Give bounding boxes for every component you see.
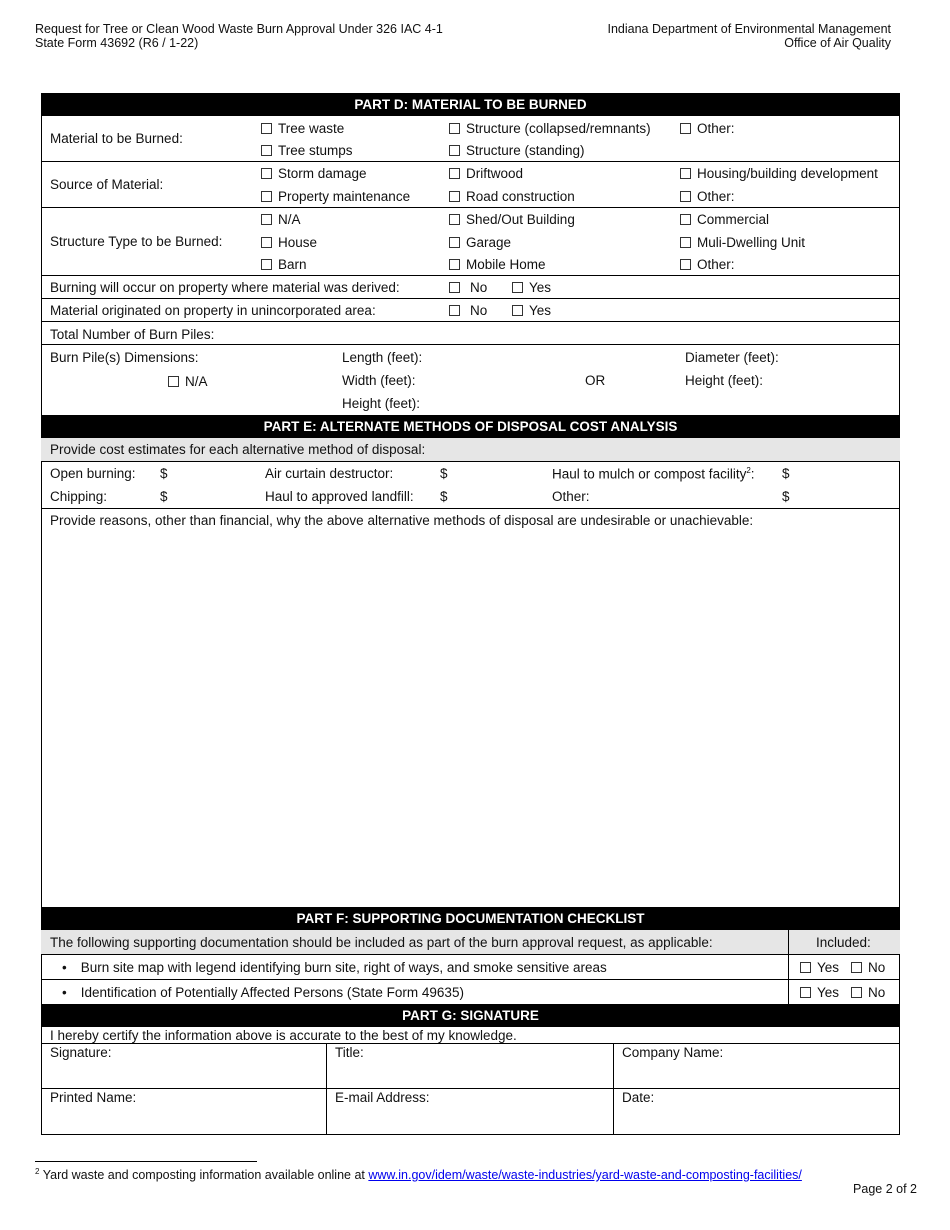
- divider: [41, 954, 900, 955]
- part-f-header: PART F: SUPPORTING DOCUMENTATION CHECKLIST: [41, 907, 900, 930]
- checkbox-icon[interactable]: [449, 237, 460, 248]
- structure-label: Structure Type to be Burned:: [50, 234, 223, 249]
- height-round-label[interactable]: Height (feet):: [685, 373, 764, 388]
- title-field[interactable]: Title:: [335, 1045, 364, 1060]
- checkbox-icon[interactable]: [261, 214, 272, 225]
- divider: [41, 275, 900, 276]
- part-e-header: PART E: ALTERNATE METHODS OF DISPOSAL COST ANALYSIS: [41, 415, 900, 438]
- length-label[interactable]: Length (feet):: [342, 350, 423, 365]
- checkbox-property-maintenance[interactable]: Property maintenance: [261, 189, 410, 204]
- checkbox-affected-persons-no[interactable]: No: [851, 985, 885, 1000]
- checkbox-icon[interactable]: [680, 168, 691, 179]
- signature-field[interactable]: Signature:: [50, 1045, 112, 1060]
- checkbox-icon[interactable]: [512, 282, 523, 293]
- height-label[interactable]: Height (feet):: [342, 396, 421, 411]
- checkbox-icon[interactable]: [680, 259, 691, 270]
- agency-name: Indiana Department of Environmental Management: [607, 22, 891, 36]
- divider: [41, 207, 900, 208]
- checkbox-shed[interactable]: Shed/Out Building: [449, 212, 575, 227]
- checkbox-site-map-no[interactable]: No: [851, 960, 885, 975]
- checkbox-dimensions-na[interactable]: N/A: [168, 374, 208, 389]
- email-field[interactable]: E-mail Address:: [335, 1090, 430, 1105]
- form-title: Request for Tree or Clean Wood Waste Burn Approval Under 326 IAC 4-1: [35, 22, 443, 36]
- checkbox-icon[interactable]: [261, 168, 272, 179]
- divider: [326, 1043, 327, 1135]
- reasons-textarea[interactable]: [42, 532, 899, 906]
- divider: [41, 161, 900, 162]
- haul-landfill-dollar[interactable]: $: [440, 489, 448, 504]
- checkbox-icon[interactable]: [680, 191, 691, 202]
- checklist-item: • Identification of Potentially Affected Persons (State Form 49635): [62, 985, 464, 1000]
- checkbox-multi-dwelling[interactable]: Muli-Dwelling Unit: [680, 235, 805, 250]
- divider: [41, 321, 900, 322]
- page-number: Page 2 of 2: [853, 1182, 917, 1196]
- divider: [41, 508, 900, 509]
- checkbox-structure-other[interactable]: Other:: [680, 257, 735, 272]
- material-label: Material to be Burned:: [50, 131, 183, 146]
- divider: [613, 1043, 614, 1135]
- yard-waste-link[interactable]: www.in.gov/idem/waste/waste-industries/yard-waste-and-composting-facilities/: [368, 1168, 802, 1183]
- form-number: State Form 43692 (R6 / 1-22): [35, 36, 199, 50]
- checkbox-icon[interactable]: [449, 168, 460, 179]
- open-burning-dollar[interactable]: $: [160, 466, 168, 481]
- haul-mulch-dollar[interactable]: $: [782, 466, 790, 481]
- checkbox-icon[interactable]: [449, 259, 460, 270]
- checkbox-icon[interactable]: [851, 962, 862, 973]
- checkbox-source-other[interactable]: Other:: [680, 189, 735, 204]
- checkbox-icon[interactable]: [800, 962, 811, 973]
- checkbox-icon[interactable]: [261, 191, 272, 202]
- checkbox-unincorporated-yes[interactable]: Yes: [512, 303, 551, 318]
- checkbox-material-other[interactable]: Other:: [680, 121, 735, 136]
- chipping-label: Chipping:: [50, 489, 108, 504]
- checkbox-garage[interactable]: Garage: [449, 235, 511, 250]
- checkbox-icon[interactable]: [680, 237, 691, 248]
- checkbox-icon[interactable]: [512, 305, 523, 316]
- chipping-dollar[interactable]: $: [160, 489, 168, 504]
- width-label[interactable]: Width (feet):: [342, 373, 416, 388]
- printed-name-field[interactable]: Printed Name:: [50, 1090, 137, 1105]
- checkbox-icon[interactable]: [449, 191, 460, 202]
- reasons-prompt: Provide reasons, other than financial, why the above alternative methods of disposal are undesirable or unachievable:: [50, 513, 754, 528]
- checkbox-road-construction[interactable]: Road construction: [449, 189, 575, 204]
- divider: [41, 979, 900, 980]
- checklist-item: • Burn site map with legend identifying burn site, right of ways, and smoke sensitive areas: [62, 960, 607, 975]
- source-label: Source of Material:: [50, 177, 164, 192]
- checkbox-commercial[interactable]: Commercial: [680, 212, 769, 227]
- checkbox-burning-no[interactable]: No: [449, 280, 487, 295]
- checkbox-tree-waste[interactable]: Tree waste: [261, 121, 344, 136]
- total-piles-label[interactable]: Total Number of Burn Piles:: [50, 327, 215, 342]
- certify-statement: I hereby certify the information above is accurate to the best of my knowledge.: [50, 1028, 517, 1043]
- checkbox-structure-na[interactable]: N/A: [261, 212, 301, 227]
- checkbox-unincorporated-no[interactable]: No: [449, 303, 487, 318]
- checkbox-icon[interactable]: [168, 376, 179, 387]
- footnote: $^2$ Yard waste and composting information available online at www.in.gov/idem/waste/waste-industries/yard-waste-and-composting-facilities/: [35, 1167, 802, 1183]
- diameter-label[interactable]: Diameter (feet):: [685, 350, 779, 365]
- footnote-rule: [35, 1161, 257, 1162]
- checkbox-storm-damage[interactable]: Storm damage: [261, 166, 367, 181]
- part-g-header: PART G: SIGNATURE: [41, 1004, 900, 1027]
- air-curtain-label: Air curtain destructor:: [265, 466, 394, 481]
- divider: [41, 1043, 900, 1044]
- divider: [41, 344, 900, 345]
- office-name: Office of Air Quality: [784, 36, 891, 50]
- checkbox-icon[interactable]: [449, 305, 460, 316]
- divider: [41, 298, 900, 299]
- checkbox-structure-collapsed[interactable]: Structure (collapsed/remnants): [449, 121, 651, 136]
- burning-property-label: Burning will occur on property where material was derived:: [50, 280, 400, 295]
- checkbox-mobile-home[interactable]: Mobile Home: [449, 257, 546, 272]
- cost-prompt: Provide cost estimates for each alternative method of disposal:: [50, 442, 426, 457]
- checkbox-barn[interactable]: Barn: [261, 257, 307, 272]
- checkbox-burning-yes[interactable]: Yes: [512, 280, 551, 295]
- checkbox-house[interactable]: House: [261, 235, 317, 250]
- checkbox-icon[interactable]: [449, 282, 460, 293]
- haul-landfill-label: Haul to approved landfill:: [265, 489, 414, 504]
- part-d-header: PART D: MATERIAL TO BE BURNED: [41, 93, 900, 116]
- checkbox-icon[interactable]: [680, 123, 691, 134]
- divider: [788, 930, 789, 1004]
- checkbox-icon[interactable]: [261, 259, 272, 270]
- checkbox-icon[interactable]: [800, 987, 811, 998]
- dimensions-label: Burn Pile(s) Dimensions:: [50, 350, 199, 365]
- checkbox-icon[interactable]: [680, 214, 691, 225]
- haul-mulch-label: Haul to mulch or compost facility$^2$:: [552, 466, 755, 482]
- included-header: Included:: [816, 935, 871, 950]
- divider: [41, 461, 900, 462]
- checkbox-icon[interactable]: [261, 123, 272, 134]
- checkbox-driftwood[interactable]: Driftwood: [449, 166, 523, 181]
- checkbox-affected-persons-yes[interactable]: Yes: [800, 985, 839, 1000]
- open-burning-label: Open burning:: [50, 466, 136, 481]
- date-field[interactable]: Date:: [622, 1090, 655, 1105]
- air-curtain-dollar[interactable]: $: [440, 466, 448, 481]
- checklist-intro: The following supporting documentation should be included as part of the burn approval request, as applicable:: [50, 935, 713, 950]
- checkbox-icon[interactable]: [261, 237, 272, 248]
- checkbox-structure-standing[interactable]: Structure (standing): [449, 143, 585, 158]
- divider: [41, 1088, 900, 1089]
- other-method-label: Other:: [552, 489, 590, 504]
- checkbox-housing-development[interactable]: Housing/building development: [680, 166, 878, 181]
- or-label: OR: [585, 373, 606, 388]
- checkbox-icon[interactable]: [261, 145, 272, 156]
- company-name-field[interactable]: Company Name:: [622, 1045, 724, 1060]
- checkbox-icon[interactable]: [851, 987, 862, 998]
- checkbox-icon[interactable]: [449, 145, 460, 156]
- checkbox-icon[interactable]: [449, 214, 460, 225]
- other-method-dollar[interactable]: $: [782, 489, 790, 504]
- checkbox-icon[interactable]: [449, 123, 460, 134]
- checkbox-tree-stumps[interactable]: Tree stumps: [261, 143, 353, 158]
- checkbox-site-map-yes[interactable]: Yes: [800, 960, 839, 975]
- unincorporated-label: Material originated on property in unincorporated area:: [50, 303, 376, 318]
